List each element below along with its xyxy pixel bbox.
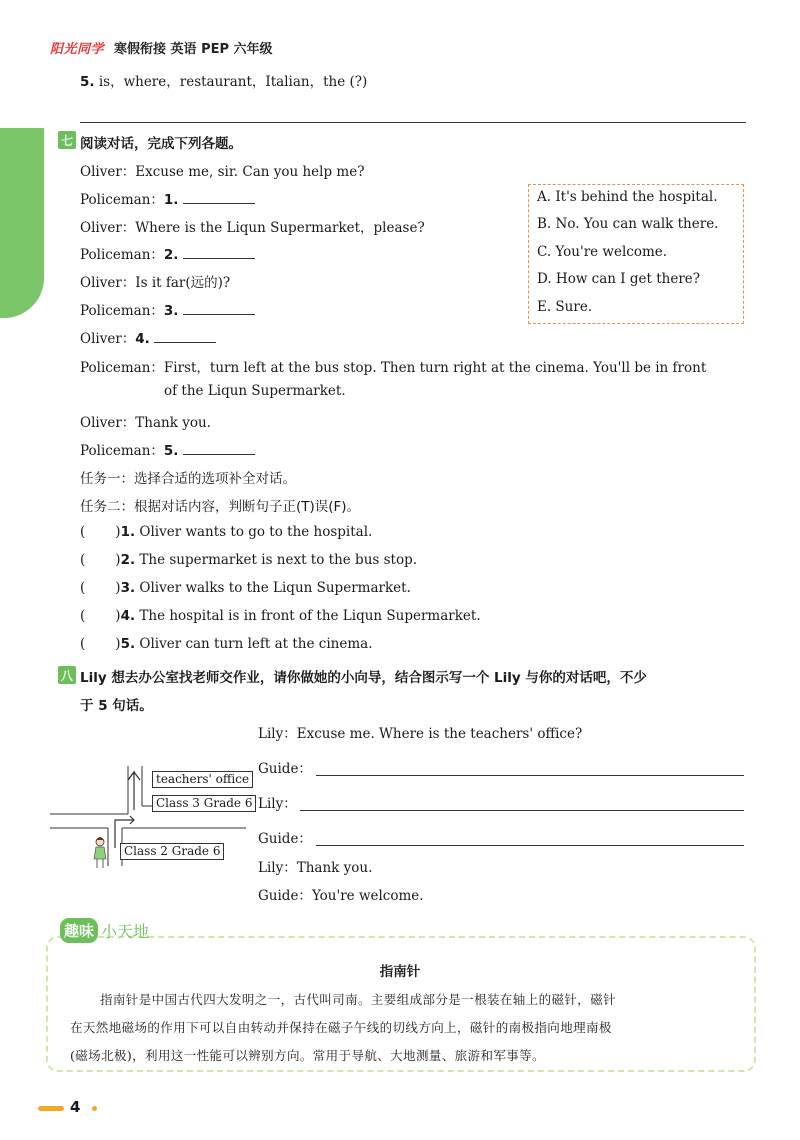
speaker: Lily： <box>258 860 297 876</box>
answer-paren-open: ( <box>80 580 86 596</box>
blank-number: 1. <box>163 192 179 208</box>
speaker: Oliver： <box>80 331 136 347</box>
dialogue-text: Thank you. <box>135 415 211 431</box>
blank-number: 2. <box>163 247 179 263</box>
speaker: Policeman： <box>80 192 164 208</box>
dialogue-line <box>258 827 312 847</box>
answer-paren-close: ) <box>115 608 121 624</box>
blank-number: 5. <box>163 443 179 459</box>
statement-number: 5. <box>120 636 136 652</box>
answer-blank[interactable] <box>154 330 216 343</box>
statement-number: 4. <box>120 608 136 624</box>
speaker: Policeman： <box>80 360 164 376</box>
task-1: 任务一：选择合适的选项补全对话。 <box>80 471 296 487</box>
option-c: C. You're welcome. <box>537 244 668 260</box>
option-d: D. How can I get there? <box>537 271 701 287</box>
option-b: B. No. You can walk there. <box>537 216 719 232</box>
speaker: Policeman： <box>80 443 164 459</box>
class-3-grade-6-label: Class 3 Grade 6 <box>152 795 256 812</box>
dialogue-line <box>80 216 425 236</box>
page-header <box>50 36 273 58</box>
dialogue-text: Is it far(远的)? <box>135 275 231 291</box>
statement-text: The supermarket is next to the bus stop. <box>135 552 418 568</box>
blank-number: 4. <box>135 331 150 347</box>
tip-label-fun: 趣味 <box>60 918 98 943</box>
dialogue-line <box>80 327 216 347</box>
dialogue-line <box>258 856 372 876</box>
speaker: Oliver： <box>80 164 136 180</box>
answer-blank[interactable] <box>183 191 255 204</box>
answer-blank[interactable] <box>183 442 255 455</box>
page-decoration-dot <box>92 1106 97 1111</box>
dialogue-line <box>80 243 255 263</box>
answer-line[interactable] <box>316 845 744 846</box>
dialogue-line <box>258 757 312 777</box>
statement-number: 2. <box>120 552 136 568</box>
section-8-title-line-2: 于 5 句话。 <box>80 698 153 714</box>
answer-blank[interactable] <box>183 302 255 315</box>
answer-line[interactable] <box>316 775 744 776</box>
answer-paren-close: ) <box>115 552 121 568</box>
tf-statement <box>80 524 372 540</box>
dialogue-line <box>80 188 255 208</box>
statement-number: 3. <box>120 580 136 596</box>
statement-number: 1. <box>120 524 136 540</box>
statement-text: The hospital is in front of the Liqun Supermarket. <box>135 608 481 624</box>
dialogue-line <box>80 439 255 459</box>
speaker: Policeman： <box>80 247 164 263</box>
class-2-grade-6-label: Class 2 Grade 6 <box>120 843 224 860</box>
question-5 <box>80 70 367 90</box>
dialogue-text: Excuse me. Where is the teachers' office? <box>296 726 583 742</box>
answer-paren-close: ) <box>115 636 121 652</box>
page-decoration-bar <box>38 1106 64 1111</box>
answer-paren-open: ( <box>80 552 86 568</box>
dialogue-text: Thank you. <box>296 860 373 876</box>
tf-statement <box>80 580 411 596</box>
speaker: Policeman： <box>80 303 164 319</box>
dialogue-line <box>80 271 230 291</box>
girl-figure <box>94 837 106 868</box>
dialogue-line <box>80 411 211 431</box>
speaker: Oliver： <box>80 275 136 291</box>
dialogue-line <box>164 383 346 399</box>
header-title: 寒假衔接 英语 PEP 六年级 <box>114 41 273 57</box>
answer-paren-open: ( <box>80 636 86 652</box>
speaker: Guide： <box>258 831 312 847</box>
dialogue-line <box>80 160 364 180</box>
section-8-badge: 八 <box>58 666 76 684</box>
option-e: E. Sure. <box>537 299 593 315</box>
task-2: 任务二：根据对话内容，判断句子正(T)误(F)。 <box>80 499 361 515</box>
north-arrow <box>128 772 134 810</box>
speaker: Lily： <box>258 796 297 812</box>
statement-text: Oliver can turn left at the cinema. <box>135 636 373 652</box>
answer-paren-open: ( <box>80 524 86 540</box>
tf-statement <box>80 636 373 652</box>
dialogue-line <box>258 792 297 812</box>
answer-paren-close: ) <box>115 524 121 540</box>
answer-blank[interactable] <box>183 246 255 259</box>
dialogue-text: of the Liqun Supermarket. <box>164 383 346 399</box>
options-box <box>528 184 744 324</box>
tip-paragraph-line: 在天然地磁场的作用下可以自由转动并保持在磁子午线的切线方向上，磁针的南极指向地理南极 <box>70 1020 612 1035</box>
blank-number: 3. <box>163 303 179 319</box>
tf-statement <box>80 608 481 624</box>
answer-line[interactable] <box>300 810 744 811</box>
dialogue-line <box>258 884 424 904</box>
dialogue-text: First，turn left at the bus stop. Then turn right at the cinema. You'll be in front <box>163 360 707 376</box>
speaker: Oliver： <box>80 415 136 431</box>
tip-paragraph-line: 指南针是中国古代四大发明之一，古代叫司南。主要组成部分是一根装在轴上的磁针，磁针 <box>100 992 617 1007</box>
tip-title: 指南针 <box>379 964 421 980</box>
section-7-badge: 七 <box>58 131 76 149</box>
dialogue-text: You're welcome. <box>311 888 424 904</box>
question-number: 5. <box>80 74 95 90</box>
dialogue-text: Where is the Liqun Supermarket，please? <box>135 220 425 236</box>
tf-statement <box>80 552 417 568</box>
speaker: Guide： <box>258 888 312 904</box>
tip-header <box>60 918 149 943</box>
section-8-title-line-1: Lily 想去办公室找老师交作业，请你做她的小向导，结合图示写一个 Lily 与你的对话吧，不少 <box>80 670 647 686</box>
speaker: Oliver： <box>80 220 136 236</box>
option-a: A. It's behind the hospital. <box>537 189 718 205</box>
decorative-green-corner <box>0 128 44 318</box>
brand-logo: 阳光同学 <box>50 41 105 57</box>
speaker: Guide： <box>258 761 312 777</box>
tip-paragraph-line: (磁场北极)，利用这一性能可以辨别方向。常用于导航、大地测量、旅游和军事等。 <box>70 1048 545 1063</box>
speaker: Lily： <box>258 726 297 742</box>
statement-text: Oliver walks to the Liqun Supermarket. <box>135 580 411 596</box>
section-7-title: 阅读对话，完成下列各题。 <box>80 136 242 152</box>
teachers-office-label: teachers' office <box>152 771 253 788</box>
answer-paren-close: ) <box>115 580 121 596</box>
dialogue-line <box>258 722 582 742</box>
dialogue-text: Excuse me, sir. Can you help me? <box>135 164 365 180</box>
statement-text: Oliver wants to go to the hospital. <box>135 524 373 540</box>
page-number: 4 <box>70 1098 81 1116</box>
answer-paren-open: ( <box>80 608 86 624</box>
tip-label-zone: 小天地 <box>101 922 150 941</box>
answer-line[interactable] <box>80 122 746 123</box>
dialogue-line <box>80 356 706 376</box>
dialogue-line <box>80 299 255 319</box>
question-text: is，where，restaurant，Italian，the (?) <box>94 74 368 90</box>
